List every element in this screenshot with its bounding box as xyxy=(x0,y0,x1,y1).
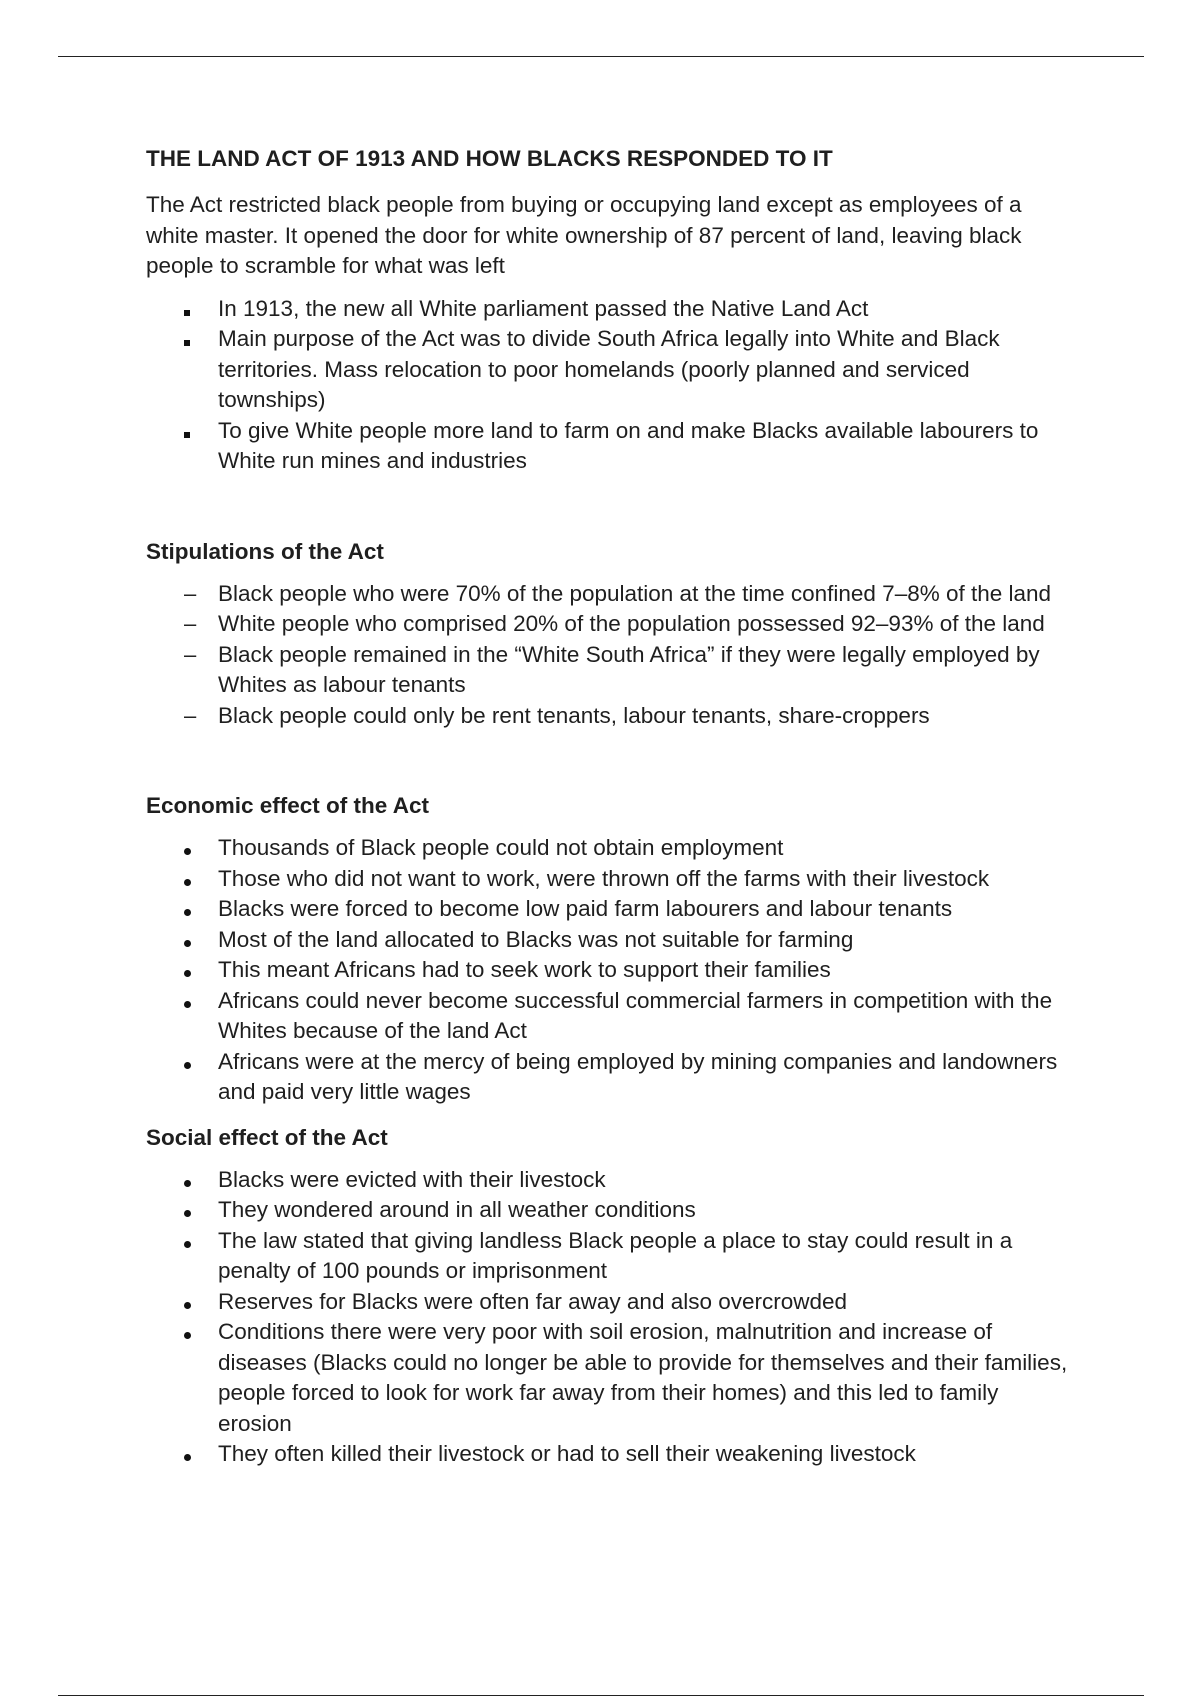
list-item xyxy=(146,1047,1076,1108)
square-bullet-icon xyxy=(184,294,204,325)
dash-bullet-icon: – xyxy=(184,702,197,728)
round-bullet-icon xyxy=(184,925,204,956)
square-bullet-icon xyxy=(184,324,204,355)
list-item-text: Black people who were 70% of the population at the time confined 7–8% of the land xyxy=(218,580,1052,606)
round-bullet-icon xyxy=(184,894,204,925)
list-item xyxy=(146,894,1076,925)
list-item xyxy=(146,1195,1076,1226)
list-item-text: Main purpose of the Act was to divide South Africa legally into White and Black territories. Mass relocation to poor homelands (poorly planned and serviced townships) xyxy=(218,326,1000,412)
round-bullet-icon xyxy=(184,1226,204,1257)
intro-paragraph: The Act restricted black people from buying or occupying land except as employees of a white master. It opened the door for white ownership of 87 percent of land, leaving black people to scramble for what was left xyxy=(146,192,1022,278)
round-bullet-icon xyxy=(184,1047,204,1078)
square-bullet-icon xyxy=(184,416,204,447)
list-item-text: Most of the land allocated to Blacks was not suitable for farming xyxy=(218,926,854,952)
list-item-text: Africans could never become successful commercial farmers in competition with the Whites because of the land Act xyxy=(218,987,1053,1043)
list-item-text: Black people remained in the “White South Africa” if they were legally employed by Whites as labour tenants xyxy=(218,641,1040,697)
list-item-text: Those who did not want to work, were thrown off the farms with their livestock xyxy=(218,865,990,891)
list-item xyxy=(146,864,1076,895)
bottom-horizontal-rule xyxy=(58,1695,1144,1696)
document-body xyxy=(146,144,1076,1470)
intro-bullet-list xyxy=(146,294,1076,477)
dash-bullet-icon: – xyxy=(184,641,197,667)
document-title: THE LAND ACT OF 1913 AND HOW BLACKS RESPONDED TO IT xyxy=(146,146,833,171)
list-item xyxy=(146,1317,1076,1439)
list-item xyxy=(146,294,1076,325)
list-item-text: Conditions there were very poor with soil erosion, malnutrition and increase of diseases (Blacks could no longer be able to provide for themselves and their families, people forced to look for work far away from their homes) and this led to family erosion xyxy=(218,1319,1068,1436)
list-item-text: They wondered around in all weather conditions xyxy=(218,1197,696,1222)
list-item-text: Blacks were forced to become low paid farm labourers and labour tenants xyxy=(218,896,953,921)
section-heading-stipulations: Stipulations of the Act xyxy=(146,538,384,564)
round-bullet-icon xyxy=(184,986,204,1017)
round-bullet-icon xyxy=(184,1165,204,1196)
list-item xyxy=(146,955,1076,986)
list-item-text: This meant Africans had to seek work to support their families xyxy=(218,957,831,982)
list-item xyxy=(146,609,1076,640)
list-item-text: White people who comprised 20% of the population possessed 92–93% of the land xyxy=(218,611,1045,636)
round-bullet-icon xyxy=(184,1439,204,1470)
list-item xyxy=(146,833,1076,864)
list-item-text: They often killed their livestock or had to sell their weakening livestock xyxy=(218,1441,916,1466)
round-bullet-icon xyxy=(184,1317,204,1348)
list-item xyxy=(146,324,1076,416)
list-item-text: To give White people more land to farm on and make Blacks available labourers to White run mines and industries xyxy=(218,417,1039,473)
social-effects-list xyxy=(146,1165,1076,1470)
top-horizontal-rule xyxy=(58,56,1144,57)
section-heading-economic: Economic effect of the Act xyxy=(146,793,429,818)
round-bullet-icon xyxy=(184,1195,204,1226)
list-item xyxy=(146,986,1076,1047)
list-item-text: Black people could only be rent tenants, labour tenants, share-croppers xyxy=(218,702,930,728)
dash-bullet-icon: – xyxy=(184,580,197,606)
dash-bullet-icon: – xyxy=(184,611,197,636)
list-item-text: Reserves for Blacks were often far away and also overcrowded xyxy=(218,1288,848,1314)
section-heading-social: Social effect of the Act xyxy=(146,1124,388,1150)
list-item xyxy=(146,925,1076,956)
list-item-text: The law stated that giving landless Black people a place to stay could result in a penalty of 100 pounds or imprisonment xyxy=(218,1227,1013,1283)
list-item xyxy=(146,640,1076,701)
stipulations-list xyxy=(146,579,1076,732)
economic-effects-list xyxy=(146,833,1076,1108)
list-item xyxy=(146,701,1076,732)
round-bullet-icon xyxy=(184,864,204,895)
list-item xyxy=(146,1287,1076,1318)
round-bullet-icon xyxy=(184,1287,204,1318)
list-item-text: Thousands of Black people could not obtain employment xyxy=(218,835,784,860)
list-item-text: In 1913, the new all White parliament passed the Native Land Act xyxy=(218,295,869,321)
round-bullet-icon xyxy=(184,833,204,864)
list-item xyxy=(146,1439,1076,1470)
list-item xyxy=(146,1226,1076,1287)
list-item xyxy=(146,579,1076,610)
round-bullet-icon xyxy=(184,955,204,986)
list-item xyxy=(146,416,1076,477)
list-item-text: Blacks were evicted with their livestock xyxy=(218,1166,606,1192)
list-item xyxy=(146,1165,1076,1196)
list-item-text: Africans were at the mercy of being employed by mining companies and landowners and paid very little wages xyxy=(218,1048,1058,1104)
